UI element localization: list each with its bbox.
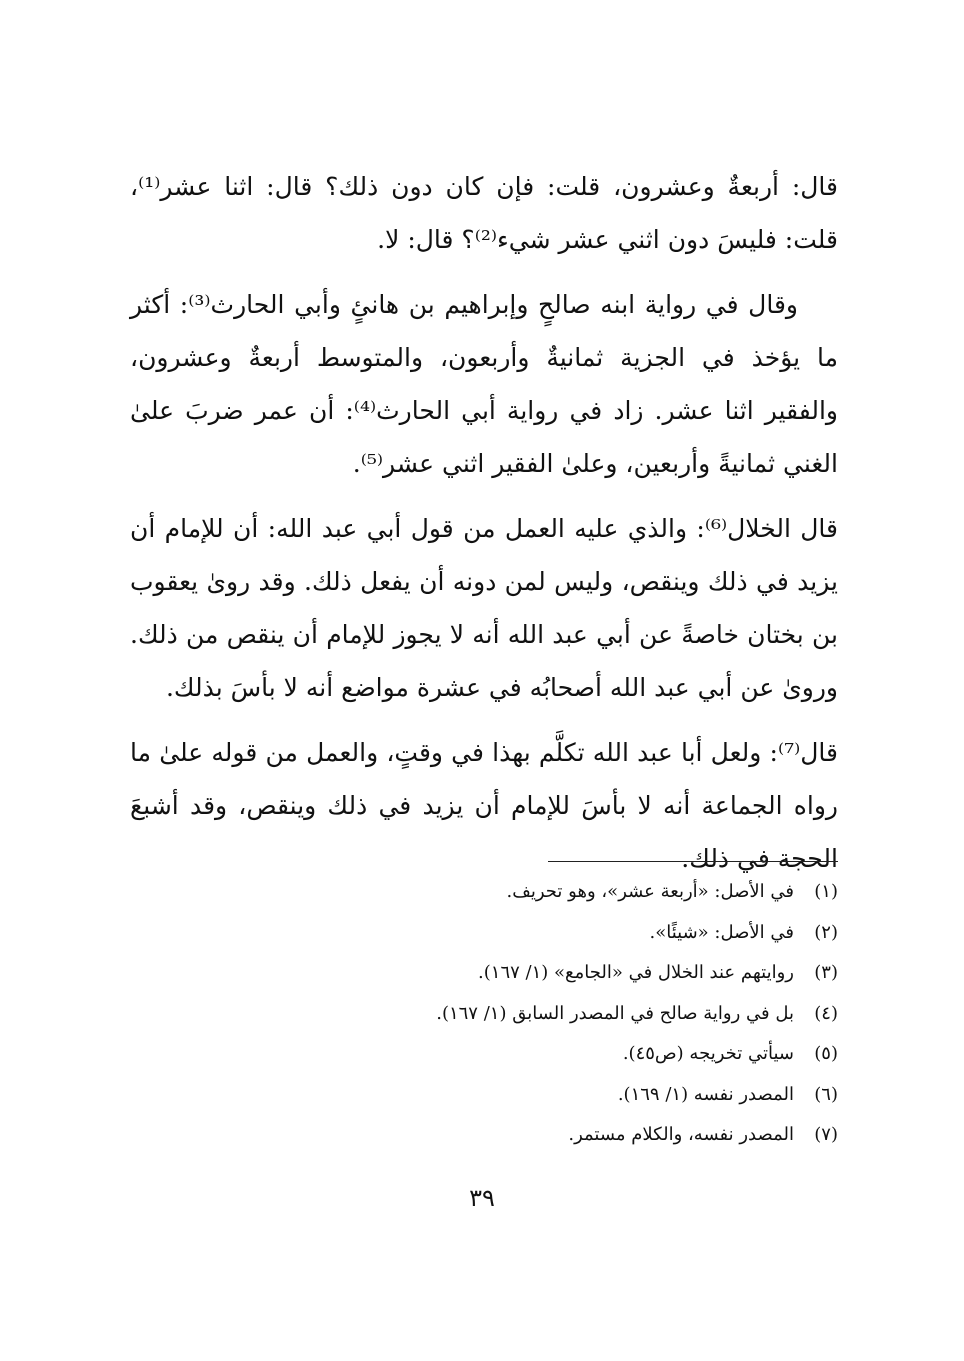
footnote-number: (٣)	[814, 962, 838, 983]
footnote-item	[300, 913, 838, 954]
footnote-divider	[548, 861, 838, 862]
footnote-number: (٧)	[814, 1124, 838, 1145]
footnote-number: (٦)	[814, 1083, 838, 1105]
page-number: ٣٩	[469, 1184, 495, 1212]
footnote-text: في الأصل: «أربعة عشر»، وهو تحريف.	[506, 881, 794, 902]
paragraph: قال الخلال⁽⁶⁾: والذي عليه العمل من قول أبي عبد الله: أن للإمام أن يزيد في ذلك وينقص، وليس لمن دونه أن يفعل ذلك. وقد روىٰ يعقوب بن بختان خاصةً عن أبي عبد الله أنه لا يجوز للإمام أن ينقص من ذلك. وروىٰ عن أبي عبد الله أصحابُه في عشرة مواضع أنه لا بأسَ بذلك.	[130, 514, 838, 702]
footnote-item	[300, 994, 838, 1035]
footnote-text: سيأتي تخريجه (ص٤٥).	[622, 1043, 794, 1064]
footnote-text: بل في رواية صالح في المصدر السابق (١/ ١٦٧).	[436, 1002, 794, 1024]
footnote-text: روايتهم عند الخلال في «الجامع» (١/ ١٦٧).	[478, 962, 794, 983]
footnote-item	[300, 953, 838, 994]
footnote-number: (٢)	[814, 921, 838, 943]
paragraph: قال: أربعةٌ وعشرون، قلت: فإن كان دون ذلك؟ قال: اثنا عشر⁽¹⁾، قلت: فليسَ دون اثني عشر شيء⁽²⁾؟ قال: لا.	[130, 172, 838, 254]
paragraph: قال⁽⁷⁾: ولعل أبا عبد الله تكلَّم بهذا في وقتٍ، والعمل من قوله علىٰ ما رواه الجماعة أنه لا بأسَ للإمام أن يزيد في ذلك وينقص، وقد أشبعَ الحجة في ذلك.	[130, 738, 838, 873]
footnote-number: (٥)	[814, 1043, 838, 1064]
footnote-item	[300, 1075, 838, 1116]
footnote-text: المصدر نفسه، والكلام مستمر.	[568, 1124, 794, 1145]
footnote-item	[300, 1115, 838, 1156]
footnotes-list	[300, 872, 838, 1156]
footnote-item	[300, 872, 838, 913]
footnote-item	[300, 1034, 838, 1075]
paragraph: وقال في رواية ابنه صالحٍ وإبراهيم بن هانئٍ وأبي الحارث⁽³⁾: أكثر ما يؤخذ في الجزية ثمانيةٌ وأربعون، والمتوسط أربعةٌ وعشرون، والفقير اثنا عشر. زاد في رواية أبي الحارث⁽⁴⁾: أن عمر ضربَ علىٰ الغني ثمانيةً وأربعين، وعلىٰ الفقير اثني عشر⁽⁵⁾.	[130, 290, 838, 478]
footnote-text: في الأصل: «شيئًا».	[649, 921, 794, 943]
main-text	[130, 160, 838, 885]
footnote-number: (٤)	[814, 1002, 838, 1024]
footnote-text: المصدر نفسه (١/ ١٦٩).	[617, 1083, 794, 1105]
footnote-number: (١)	[814, 881, 838, 902]
